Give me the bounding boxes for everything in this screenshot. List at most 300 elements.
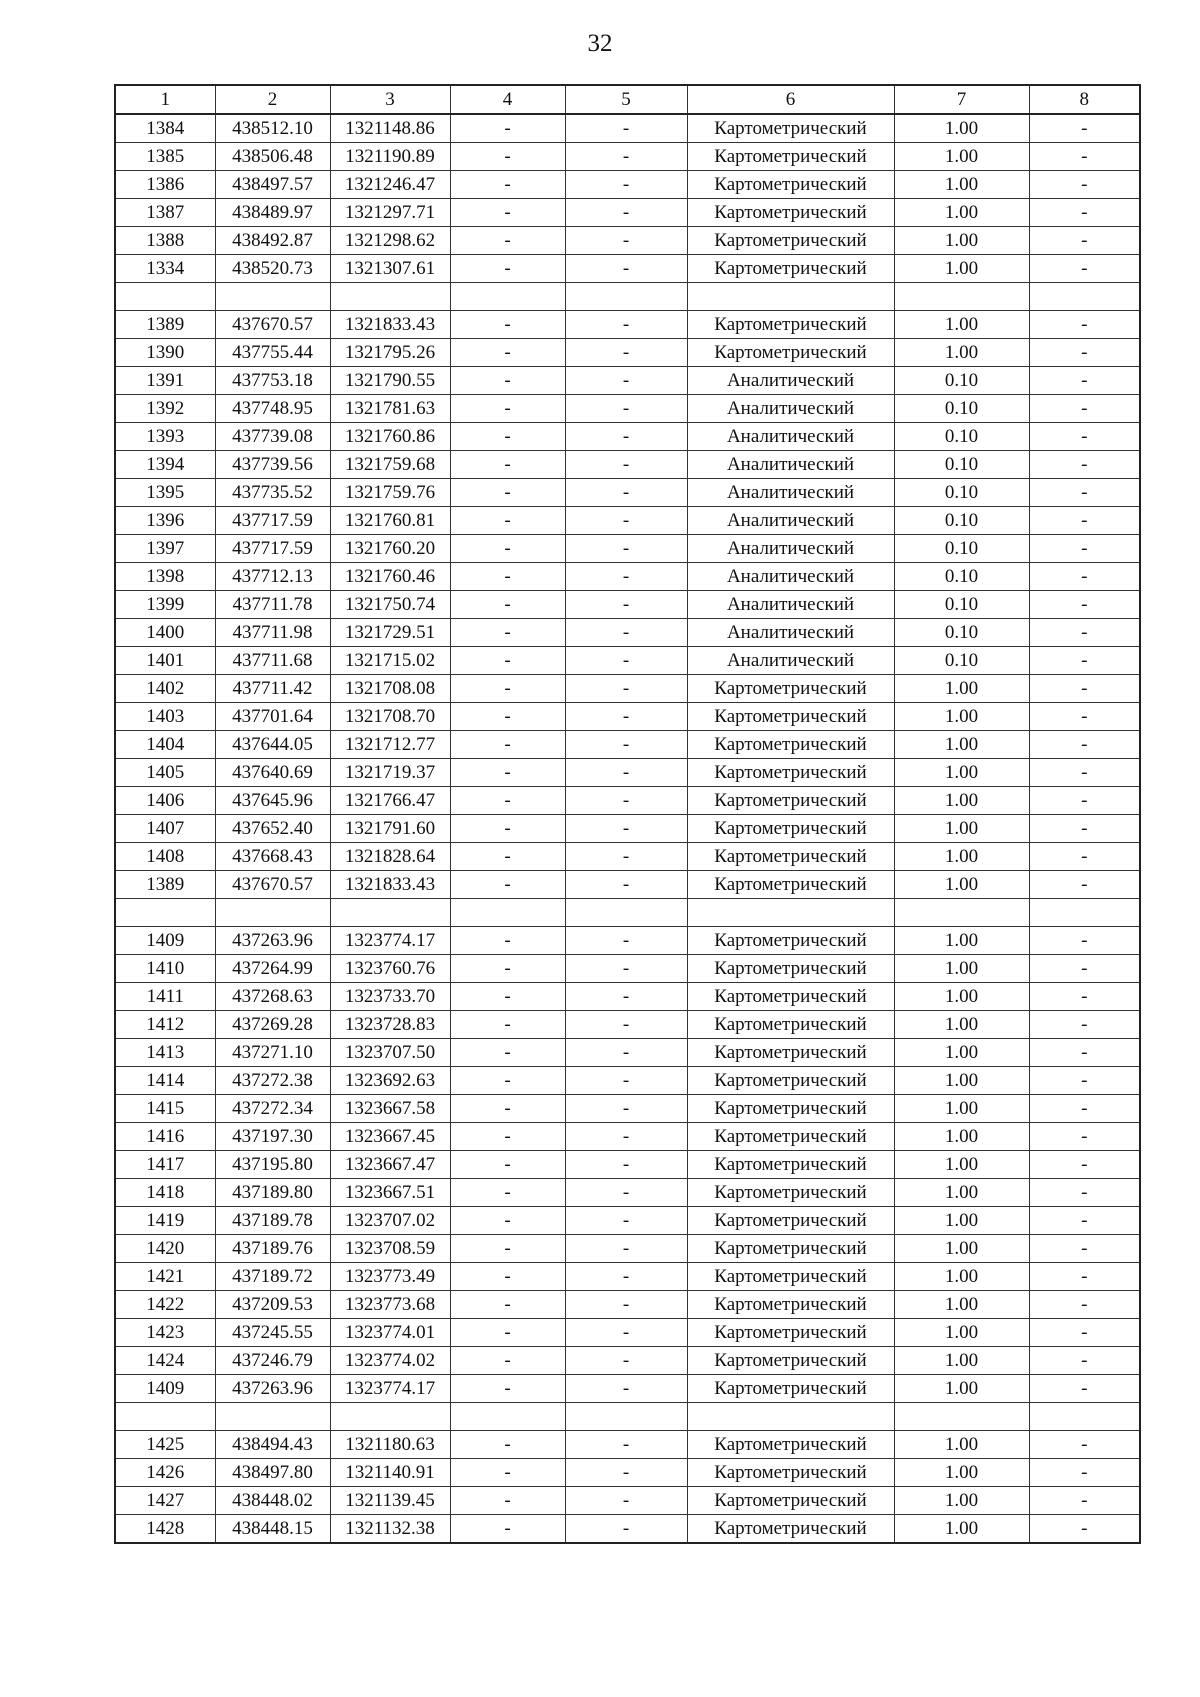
table-cell: 1395 <box>115 479 215 507</box>
table-cell: 437246.79 <box>215 1347 330 1375</box>
table-cell: Картометрический <box>687 759 894 787</box>
table-cell: 1422 <box>115 1291 215 1319</box>
table-cell: 437701.64 <box>215 703 330 731</box>
table-cell: - <box>450 983 565 1011</box>
table-cell: 1323774.02 <box>330 1347 450 1375</box>
table-cell: - <box>565 759 687 787</box>
table-cell: 1423 <box>115 1319 215 1347</box>
table-cell: - <box>565 927 687 955</box>
table-cell: - <box>565 1123 687 1151</box>
table-cell: 1.00 <box>894 955 1029 983</box>
table-cell: - <box>565 871 687 899</box>
table-cell: - <box>565 451 687 479</box>
table-cell: 1.00 <box>894 1095 1029 1123</box>
table-cell: Картометрический <box>687 1515 894 1544</box>
column-header: 4 <box>450 85 565 114</box>
table-cell: 1387 <box>115 199 215 227</box>
table-cell: 1.00 <box>894 843 1029 871</box>
table-cell: 1.00 <box>894 255 1029 283</box>
table-cell: - <box>1029 423 1140 451</box>
table-row <box>115 395 1140 423</box>
table-cell: - <box>450 787 565 815</box>
table-cell: - <box>1029 591 1140 619</box>
table-cell: Картометрический <box>687 675 894 703</box>
table-cell: - <box>450 1151 565 1179</box>
column-header: 7 <box>894 85 1029 114</box>
table-cell: - <box>565 1347 687 1375</box>
table-cell: - <box>450 955 565 983</box>
table-cell: - <box>450 1263 565 1291</box>
table-cell: 438494.43 <box>215 1431 330 1459</box>
table-cell: - <box>565 1263 687 1291</box>
table-cell: - <box>1029 507 1140 535</box>
table-cell: Картометрический <box>687 171 894 199</box>
table-row <box>115 255 1140 283</box>
table-cell: 438489.97 <box>215 199 330 227</box>
table-cell <box>894 1403 1029 1431</box>
table-cell: Картометрический <box>687 787 894 815</box>
table-cell: 1393 <box>115 423 215 451</box>
table-cell: 1321729.51 <box>330 619 450 647</box>
table-cell: 1.00 <box>894 1347 1029 1375</box>
table-cell: 1406 <box>115 787 215 815</box>
table-cell: - <box>1029 787 1140 815</box>
column-header: 3 <box>330 85 450 114</box>
table-cell <box>687 283 894 311</box>
table-cell <box>1029 283 1140 311</box>
table-cell: 1.00 <box>894 1319 1029 1347</box>
table-cell: 1321760.86 <box>330 423 450 451</box>
table-cell: Картометрический <box>687 1011 894 1039</box>
table-cell: - <box>565 479 687 507</box>
table-cell: 438497.57 <box>215 171 330 199</box>
table-cell <box>565 899 687 927</box>
table-row <box>115 535 1140 563</box>
table-cell: - <box>565 367 687 395</box>
table-cell: 1321715.02 <box>330 647 450 675</box>
table-cell: 1.00 <box>894 1011 1029 1039</box>
table-row <box>115 339 1140 367</box>
table-cell: 437670.57 <box>215 311 330 339</box>
table-cell: 1397 <box>115 535 215 563</box>
table-cell: 1321246.47 <box>330 171 450 199</box>
table-cell: 1321760.20 <box>330 535 450 563</box>
table-cell: 1.00 <box>894 143 1029 171</box>
table-cell: 1323667.58 <box>330 1095 450 1123</box>
table-row <box>115 1375 1140 1403</box>
table-cell: 1321833.43 <box>330 311 450 339</box>
table-cell: - <box>450 114 565 143</box>
table-cell: 1.00 <box>894 759 1029 787</box>
table-cell: Картометрический <box>687 703 894 731</box>
table-cell: - <box>1029 1375 1140 1403</box>
table-cell <box>215 1403 330 1431</box>
table-cell: - <box>450 339 565 367</box>
table-cell: 1419 <box>115 1207 215 1235</box>
table-cell: 1323733.70 <box>330 983 450 1011</box>
table-cell: 1.00 <box>894 1235 1029 1263</box>
table-row <box>115 311 1140 339</box>
table-cell: 437195.80 <box>215 1151 330 1179</box>
coordinates-table <box>114 84 1141 1544</box>
table-cell: 1321712.77 <box>330 731 450 759</box>
table-cell: 1.00 <box>894 1291 1029 1319</box>
table-cell: - <box>565 1067 687 1095</box>
table-row <box>115 451 1140 479</box>
table-cell: 437739.08 <box>215 423 330 451</box>
table-cell: 1398 <box>115 563 215 591</box>
table-cell: 437644.05 <box>215 731 330 759</box>
table-row <box>115 563 1140 591</box>
table-cell: 1323774.17 <box>330 927 450 955</box>
table-cell: - <box>565 1179 687 1207</box>
table-cell: - <box>450 395 565 423</box>
table-row <box>115 1459 1140 1487</box>
table-cell: - <box>450 1319 565 1347</box>
table-cell: 1426 <box>115 1459 215 1487</box>
table-cell: - <box>450 1347 565 1375</box>
table-cell: - <box>565 983 687 1011</box>
table-cell: - <box>565 591 687 619</box>
table-cell: 437670.57 <box>215 871 330 899</box>
table-cell: 1.00 <box>894 1207 1029 1235</box>
table-cell: 1321719.37 <box>330 759 450 787</box>
table-cell <box>450 283 565 311</box>
table-cell: Картометрический <box>687 1291 894 1319</box>
table-cell: 437652.40 <box>215 815 330 843</box>
table-row <box>115 171 1140 199</box>
table-cell: 1.00 <box>894 227 1029 255</box>
table-cell: 1409 <box>115 927 215 955</box>
table-cell: 1390 <box>115 339 215 367</box>
table-cell: Аналитический <box>687 563 894 591</box>
table-cell: 1389 <box>115 871 215 899</box>
table-cell <box>450 899 565 927</box>
table-cell: Аналитический <box>687 507 894 535</box>
table-cell: 1321759.76 <box>330 479 450 507</box>
table-cell: - <box>565 843 687 871</box>
table-cell: Картометрический <box>687 1263 894 1291</box>
table-cell: 1388 <box>115 227 215 255</box>
table-cell: Картометрический <box>687 1179 894 1207</box>
table-cell: - <box>1029 1179 1140 1207</box>
table-cell: - <box>450 843 565 871</box>
table-cell: 437263.96 <box>215 1375 330 1403</box>
table-cell: 1323774.17 <box>330 1375 450 1403</box>
table-cell: 437264.99 <box>215 955 330 983</box>
table-cell: 1321766.47 <box>330 787 450 815</box>
table-cell: - <box>1029 983 1140 1011</box>
table-cell: Картометрический <box>687 815 894 843</box>
table-row <box>115 1039 1140 1067</box>
table-cell: - <box>565 535 687 563</box>
table-cell: - <box>1029 143 1140 171</box>
table-cell <box>215 283 330 311</box>
table-cell: - <box>450 1431 565 1459</box>
table-cell: - <box>565 1375 687 1403</box>
table-cell: 1404 <box>115 731 215 759</box>
table-cell: Картометрический <box>687 143 894 171</box>
table-cell: - <box>450 927 565 955</box>
table-cell: Картометрический <box>687 1095 894 1123</box>
table-cell: 1407 <box>115 815 215 843</box>
table-cell: Картометрический <box>687 1319 894 1347</box>
table-cell: 1321759.68 <box>330 451 450 479</box>
table-cell: Картометрический <box>687 843 894 871</box>
table-cell: 1.00 <box>894 1179 1029 1207</box>
table-cell: 1323728.83 <box>330 1011 450 1039</box>
table-cell: - <box>1029 1431 1140 1459</box>
table-cell: - <box>1029 1263 1140 1291</box>
table-cell: - <box>450 367 565 395</box>
table-cell: 1417 <box>115 1151 215 1179</box>
table-cell: Картометрический <box>687 339 894 367</box>
table-cell: - <box>450 1487 565 1515</box>
table-row <box>115 1179 1140 1207</box>
table-cell: - <box>1029 339 1140 367</box>
table-row <box>115 1011 1140 1039</box>
table-cell: 1400 <box>115 619 215 647</box>
table-cell: 1427 <box>115 1487 215 1515</box>
table-cell: 1409 <box>115 1375 215 1403</box>
table-row <box>115 1515 1140 1544</box>
table-cell: 1321307.61 <box>330 255 450 283</box>
table-cell: - <box>450 759 565 787</box>
table-cell: - <box>1029 955 1140 983</box>
table-cell: - <box>450 563 565 591</box>
table-cell: - <box>450 1291 565 1319</box>
table-cell: 1.00 <box>894 1375 1029 1403</box>
table-cell: - <box>1029 395 1140 423</box>
table-cell: 437268.63 <box>215 983 330 1011</box>
table-row <box>115 479 1140 507</box>
table-cell: - <box>1029 1151 1140 1179</box>
table-cell: 1392 <box>115 395 215 423</box>
table-cell: Аналитический <box>687 423 894 451</box>
table-cell <box>565 283 687 311</box>
table-cell: 1.00 <box>894 1459 1029 1487</box>
table-row <box>115 1151 1140 1179</box>
table-cell: - <box>450 423 565 451</box>
table-cell: 1.00 <box>894 1263 1029 1291</box>
table-cell: - <box>450 1207 565 1235</box>
table-separator-row <box>115 899 1140 927</box>
table-cell: 437748.95 <box>215 395 330 423</box>
table-cell: - <box>450 647 565 675</box>
table-cell: - <box>450 255 565 283</box>
table-cell: 1415 <box>115 1095 215 1123</box>
table-cell: - <box>565 787 687 815</box>
table-cell: 1412 <box>115 1011 215 1039</box>
table-row <box>115 731 1140 759</box>
table-cell: 437269.28 <box>215 1011 330 1039</box>
table-cell: - <box>1029 311 1140 339</box>
table-cell: - <box>1029 1011 1140 1039</box>
table-cell: Картометрический <box>687 1235 894 1263</box>
table-cell <box>450 1403 565 1431</box>
table-cell: - <box>565 507 687 535</box>
table-cell: Аналитический <box>687 451 894 479</box>
table-cell: 437735.52 <box>215 479 330 507</box>
table-cell: 438497.80 <box>215 1459 330 1487</box>
table-cell: 1.00 <box>894 871 1029 899</box>
table-cell: 1421 <box>115 1263 215 1291</box>
table-cell: 437272.34 <box>215 1095 330 1123</box>
table-cell <box>894 283 1029 311</box>
table-cell: 437645.96 <box>215 787 330 815</box>
table-cell: Картометрический <box>687 927 894 955</box>
table-row <box>115 1487 1140 1515</box>
table-cell: - <box>565 1039 687 1067</box>
table-cell: - <box>450 143 565 171</box>
table-cell: - <box>450 507 565 535</box>
table-cell: - <box>450 619 565 647</box>
table-cell <box>330 283 450 311</box>
table-cell: 1.00 <box>894 171 1029 199</box>
table-cell: 1.00 <box>894 339 1029 367</box>
table-cell: 1321298.62 <box>330 227 450 255</box>
table-cell: 1323773.68 <box>330 1291 450 1319</box>
table-cell: 437739.56 <box>215 451 330 479</box>
table-cell: 1389 <box>115 311 215 339</box>
table-cell: - <box>565 395 687 423</box>
table-cell: - <box>565 563 687 591</box>
table-cell: - <box>450 199 565 227</box>
table-cell: - <box>1029 731 1140 759</box>
table-row <box>115 955 1140 983</box>
table-row <box>115 1235 1140 1263</box>
table-row <box>115 1067 1140 1095</box>
table-cell: - <box>1029 563 1140 591</box>
table-cell: 1.00 <box>894 1431 1029 1459</box>
table-cell: - <box>565 255 687 283</box>
table-cell: - <box>1029 619 1140 647</box>
table-cell: 437711.42 <box>215 675 330 703</box>
table-cell: 1411 <box>115 983 215 1011</box>
table-row <box>115 927 1140 955</box>
table-cell: - <box>565 815 687 843</box>
table-cell: 437189.76 <box>215 1235 330 1263</box>
table-cell <box>1029 1403 1140 1431</box>
table-cell: - <box>450 1515 565 1544</box>
table-row <box>115 787 1140 815</box>
table-cell: - <box>1029 1067 1140 1095</box>
column-header: 1 <box>115 85 215 114</box>
table-cell: 437197.30 <box>215 1123 330 1151</box>
table-cell: 437711.68 <box>215 647 330 675</box>
table-cell: - <box>1029 1207 1140 1235</box>
table-row <box>115 1095 1140 1123</box>
table-cell: Картометрический <box>687 731 894 759</box>
table-row <box>115 843 1140 871</box>
table-cell: - <box>565 955 687 983</box>
table-row <box>115 983 1140 1011</box>
table-cell: - <box>565 619 687 647</box>
table-cell: 1321790.55 <box>330 367 450 395</box>
table-row <box>115 591 1140 619</box>
table-cell: - <box>565 1207 687 1235</box>
table-cell: - <box>565 114 687 143</box>
table-cell: - <box>450 1067 565 1095</box>
table-cell: 437717.59 <box>215 535 330 563</box>
table-cell: 437245.55 <box>215 1319 330 1347</box>
table-cell: - <box>450 479 565 507</box>
table-cell: - <box>1029 1235 1140 1263</box>
table-cell: - <box>1029 675 1140 703</box>
table-cell: Картометрический <box>687 1123 894 1151</box>
table-cell: Картометрический <box>687 1067 894 1095</box>
table-cell: Аналитический <box>687 367 894 395</box>
table-cell: - <box>565 647 687 675</box>
table-cell: 1.00 <box>894 703 1029 731</box>
table-cell: - <box>450 1095 565 1123</box>
table-cell <box>894 899 1029 927</box>
table-cell: - <box>565 171 687 199</box>
table-cell: Картометрический <box>687 955 894 983</box>
table-cell: 437668.43 <box>215 843 330 871</box>
table-cell: - <box>450 815 565 843</box>
table-cell: - <box>450 1123 565 1151</box>
table-cell: - <box>1029 1515 1140 1544</box>
table-row <box>115 1207 1140 1235</box>
page-number: 32 <box>587 30 613 57</box>
table-row <box>115 1263 1140 1291</box>
table-cell: - <box>1029 871 1140 899</box>
table-cell: 438448.02 <box>215 1487 330 1515</box>
table-cell: 1391 <box>115 367 215 395</box>
table-cell: 437711.78 <box>215 591 330 619</box>
table-row <box>115 1319 1140 1347</box>
table-cell: 1.00 <box>894 927 1029 955</box>
table-cell: 1321148.86 <box>330 114 450 143</box>
table-cell: Картометрический <box>687 114 894 143</box>
table-cell: 1323773.49 <box>330 1263 450 1291</box>
table-cell: - <box>450 1235 565 1263</box>
table-cell: 437711.98 <box>215 619 330 647</box>
table-row <box>115 1347 1140 1375</box>
table-cell: - <box>565 1235 687 1263</box>
table-cell: - <box>565 1459 687 1487</box>
table-cell: 1323667.45 <box>330 1123 450 1151</box>
table-cell: 1321297.71 <box>330 199 450 227</box>
table-cell: - <box>450 1039 565 1067</box>
table-cell: 1323708.59 <box>330 1235 450 1263</box>
table-body <box>115 114 1140 1543</box>
table-cell: Аналитический <box>687 479 894 507</box>
table-cell: - <box>450 871 565 899</box>
table-cell: 437640.69 <box>215 759 330 787</box>
table-cell: - <box>1029 843 1140 871</box>
table-row <box>115 143 1140 171</box>
table-cell: 1323692.63 <box>330 1067 450 1095</box>
table-cell: 1323760.76 <box>330 955 450 983</box>
table-cell: - <box>565 1291 687 1319</box>
table-cell: 1418 <box>115 1179 215 1207</box>
table-cell: Аналитический <box>687 619 894 647</box>
table-cell: 1321760.81 <box>330 507 450 535</box>
table-cell: - <box>565 703 687 731</box>
table-cell: - <box>1029 759 1140 787</box>
table-cell: Картометрический <box>687 983 894 1011</box>
table-cell: 1386 <box>115 171 215 199</box>
table-cell: 1396 <box>115 507 215 535</box>
table-cell: Картометрический <box>687 311 894 339</box>
table-cell <box>565 1403 687 1431</box>
table-cell: 1321139.45 <box>330 1487 450 1515</box>
table-cell: 1402 <box>115 675 215 703</box>
table-row <box>115 199 1140 227</box>
table-cell: 1424 <box>115 1347 215 1375</box>
